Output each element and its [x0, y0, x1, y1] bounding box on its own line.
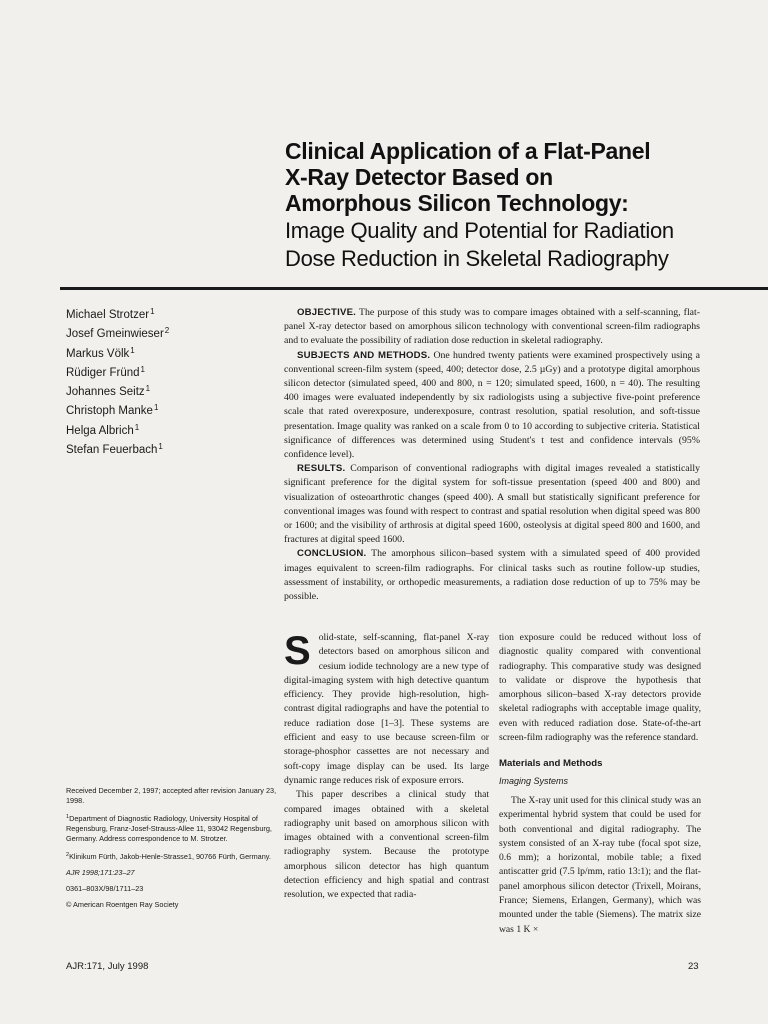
abstract-results: RESULTS. Comparison of conventional radiographs with digital images revealed a statistically significant preference for the digital system for soft-tissue presentation (speed 400 and 800) and visualization of osteoarthrotic changes (speed 400). A small but statistically significant preference for conventional images was found with respect to contrast and spatial resolution when digital speed was 800 or 1600; and the visibility of arthrosis at digital speed 1600, osteolysis at digital speed 800 and 1600, and fractures at digital speed 1600. [284, 463, 701, 546]
abstract-methods: SUBJECTS AND METHODS. One hundred twenty patients were examined prospectively using a conventional screen-film system (speed, 400; detector dose, 2.5 µGy) and a prototype digital amorphous silicon detector (simulated speed, 400 and 800, n = 120; simulated speed, 1600, n = 40). The resulting 400 images were evaluated independently by six radiologists using a subjective five-point preference scale that rated overexposure, underexposure, contrast resolution, spatial resolution, and soft-tissue presentation. Image quality was ranked on a scale from 0 to 10 according to subjective criteria. Statistical significance of differences was determined using Student's t test and confidence intervals (95% confidence level). [284, 349, 700, 461]
intro-paragraph: Solid-state, self-scanning, flat-panel X-ray detectors based on amorphous silicon and cesium iodide technology are a new type of digital-imaging system with high detective quantum efficiency. They provide high-resolution, high-contrast digital radiographs and have the potential to reduce radiation dose [1–3]. These systems are efficient and easy to use because screen-film or storage-phosphor cassettes are not necessary and soft-copy image display can be used. Its large dynamic range reduces risk of exposure errors. [284, 629, 489, 786]
body-column-2 [499, 631, 701, 937]
subtitle-line-2: Dose Reduction in Skeletal Radiography [285, 246, 669, 271]
affiliation-1: $^1$Department of Diagnostic Radiology, University Hospital of Regensburg, Franz-Josef-Strauss-Allee 11, 93042 Regensburg, Germany. Address correspondence to M. Strotzer. [66, 814, 272, 843]
abstract-conclusion: CONCLUSION. The amorphous silicon–based system with a simulated speed of 400 provided images equivalent to screen-film radiographs. For clinical tasks such as routine follow-up studies, assessment of instability, or orthopedic measurements, a radiation dose reduction of up to 75% may be possible. [284, 548, 700, 603]
received-note: Received December 2, 1997; accepted after revision January 23, 1998. [66, 786, 277, 805]
affiliation-2: $^2$Klinikum Fürth, Jakob-Henle-Strasse1, 90766 Fürth, Germany. [66, 852, 271, 861]
header-rule [60, 287, 768, 290]
title-line-3: Amorphous Silicon Technology: [285, 190, 629, 216]
footer-journal: AJR:171, July 1998 [66, 961, 149, 972]
author: Helga Albrich$^1$ [66, 422, 140, 437]
title-line-1: Clinical Application of a Flat-Panel [285, 138, 651, 164]
section-heading: Materials and Methods [499, 758, 603, 770]
subsection-heading: Imaging Systems [499, 775, 569, 786]
body-paragraph: tion exposure could be reduced without loss of diagnostic quality compared with conventional radiography. This comparative study was designed to validate or disprove the hypothesis that amorphous silicon–based X-ray detectors provide skeletal radiographs with acceptable image quality, even with reduced radiation dose. State-of-the-art screen-film radiography was the reference standard. [499, 632, 701, 744]
page-number: 23 [688, 961, 699, 972]
body-paragraph: This paper describes a clinical study that compared images obtained with a skeletal radiography unit based on amorphous silicon with images obtained with a conventional screen-film radiography system. Because the prototype amorphous silicon detector has high quantum detection efficiency and high spatial and contrast resolution, we expected that radia- [284, 789, 489, 901]
author: Christoph Manke$^1$ [66, 403, 159, 418]
article-notes [66, 786, 281, 916]
body-paragraph: The X-ray unit used for this clinical study was an experimental hybrid system that could be used for both conventional and digital radiography. The system consisted of an X-ray tube (focal spot size, 0.6 mm); a horizontal, mobile table; a fixed antiscatter grid (7.5 lp/mm, ratio 13:1); and the flat-panel amorphous silicon detector (Trixell, Moirans, France; Siemens, Erlangen, Germany), which was mounted under the table (Siemens). The matrix size was 1 K × [499, 794, 701, 935]
title-line-2: X-Ray Detector Based on [285, 164, 553, 190]
author: Josef Gmeinwieser$^2$ [66, 326, 170, 341]
drop-cap: S [284, 629, 311, 673]
author: Michael Strotzer$^1$ [66, 307, 155, 321]
author-list [66, 304, 276, 458]
article-code: 0361–803X/98/1711–23 [66, 884, 144, 893]
abstract [284, 306, 700, 604]
article-title [285, 138, 745, 272]
copyright: © American Roentgen Ray Society [66, 900, 179, 909]
author: Rüdiger Fründ$^1$ [66, 364, 145, 379]
author: Johannes Seitz$^1$ [66, 384, 151, 399]
citation: AJR 1998;171:23–27 [66, 868, 135, 877]
author: Markus Völk$^1$ [66, 345, 135, 360]
abstract-objective: OBJECTIVE. The purpose of this study was to compare images obtained with a self-scanning, flat-panel X-ray detector based on amorphous silicon technology with conventional screen-film radiographs and to evaluate the possibility of radiation dose reduction in skeletal radiography. [284, 307, 700, 347]
body-column-1 [284, 631, 489, 903]
author: Stefan Feuerbach$^1$ [66, 442, 163, 457]
subtitle-line-1: Image Quality and Potential for Radiation [285, 218, 674, 243]
